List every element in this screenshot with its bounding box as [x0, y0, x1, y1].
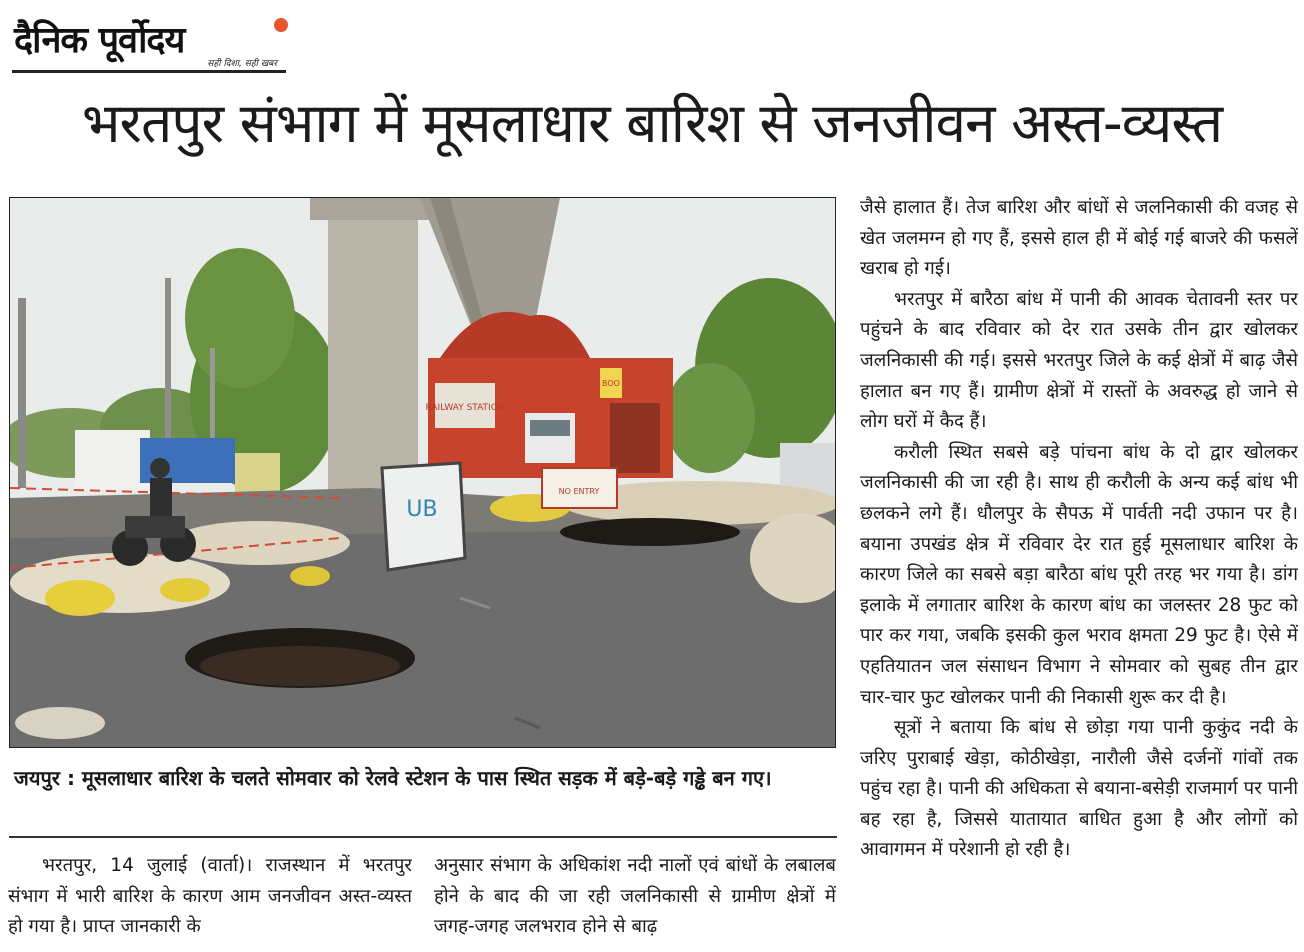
masthead	[12, 8, 287, 72]
article-column-left	[8, 851, 412, 951]
masthead-rule	[12, 70, 286, 73]
caption-divider	[9, 836, 837, 838]
article-paragraph: भरतपुर, 14 जुलाई (वार्ता)। राजस्थान में भरतपुर संभाग में भारी बारिश के कारण आम जनजीवन अस्त-व्यस्त हो गया है। प्राप्त जानकारी के	[8, 855, 412, 938]
photo-sign-entry: NO ENTRY	[558, 487, 600, 496]
article-column-right	[860, 193, 1298, 948]
photo-caption: जयपुर : मूसलाधार बारिश के चलते सोमवार को रेलवे स्टेशन के पास स्थित सड़क में बड़े-बड़े गड्ढे बन गए।	[14, 766, 772, 790]
article-paragraph: जैसे हालात हैं। तेज बारिश और बांधों से जलनिकासी की वजह से खेत जलमग्न हो गए हैं, इससे हाल ही में बोई गई बाजरे की फसलें खराब हो गई।	[860, 197, 1298, 280]
news-photo-illustration	[10, 198, 835, 747]
photo-sign-ub: UB	[406, 497, 438, 522]
logo-dot-icon	[274, 18, 288, 32]
newspaper-name: दैनिक पूर्वोदय	[14, 19, 185, 61]
news-photo	[9, 197, 836, 748]
article-paragraph: अनुसार संभाग के अधिकांश नदी नालों एवं बांधों के लबालब होने के बाद की जा रही जलनिकासी से ग्रामीण क्षेत्रों में जगह-जगह जलभराव होने से बाढ़	[434, 855, 836, 938]
article-paragraph: सूत्रों ने बताया कि बांध से छोड़ा गया पानी कुकुंद नदी के जरिए पुराबाई खेड़ा, कोठीखेड़ा, नारौली जैसे दर्जनों गांवों तक पहुंच रहा है। पानी की अधिकता से बयाना-बसेड़ी राजमार्ग पर पानी बह रहा है, जिससे यातायात बाधित हुआ है और लोगों को आवागमन में परेशानी हो रही है।	[860, 717, 1298, 861]
newspaper-tagline: सही दिशा, सही खबर	[207, 59, 277, 69]
headline: भरतपुर संभाग में मूसलाधार बारिश से जनजीवन अस्त-व्यस्त	[81, 91, 1223, 155]
article-column-middle	[434, 851, 836, 951]
photo-sign-railway: RAILWAY STATION	[425, 403, 505, 413]
article-paragraph: भरतपुर में बारैठा बांध में पानी की आवक चेतावनी स्तर पर पहुंचने के बाद रविवार को देर रात उसके तीन द्वार खोलकर जलनिकासी की गई। इससे भरतपुर जिले के कई क्षेत्रों में बाढ़ जैसे हालात बन गए हैं। ग्रामीण क्षेत्रों में रास्तों के अवरुद्ध हो जाने से लोग घरों में कैद हैं।	[860, 288, 1298, 433]
article-paragraph: करौली स्थित सबसे बड़े पांचना बांध के दो द्वार खोलकर जलनिकासी की जा रही है। साथ ही करौली के अन्य कई बांध भी छलकने लगे हैं। धौलपुर के सैपऊ में पार्वती नदी उफान पर है। बयाना उपखंड क्षेत्र में रविवार देर रात हुई मूसलाधार बारिश के कारण जिले का सबसे बड़ा बारैठा बांध पूरी तरह भर गया है। डांग इलाके में लगातार बारिश के कारण बांध का जलस्तर 28 फुट को पार कर गया, जबकि इसकी कुल भराव क्षमता 29 फुट है। ऐसे में एहतियातन जल संसाधन विभाग ने सोमवार को सुबह तीन द्वार चार-चार फुट खोलकर पानी की निकासी शुरू कर दी है।	[860, 441, 1298, 708]
photo-sign-boo: BOO	[602, 379, 620, 388]
